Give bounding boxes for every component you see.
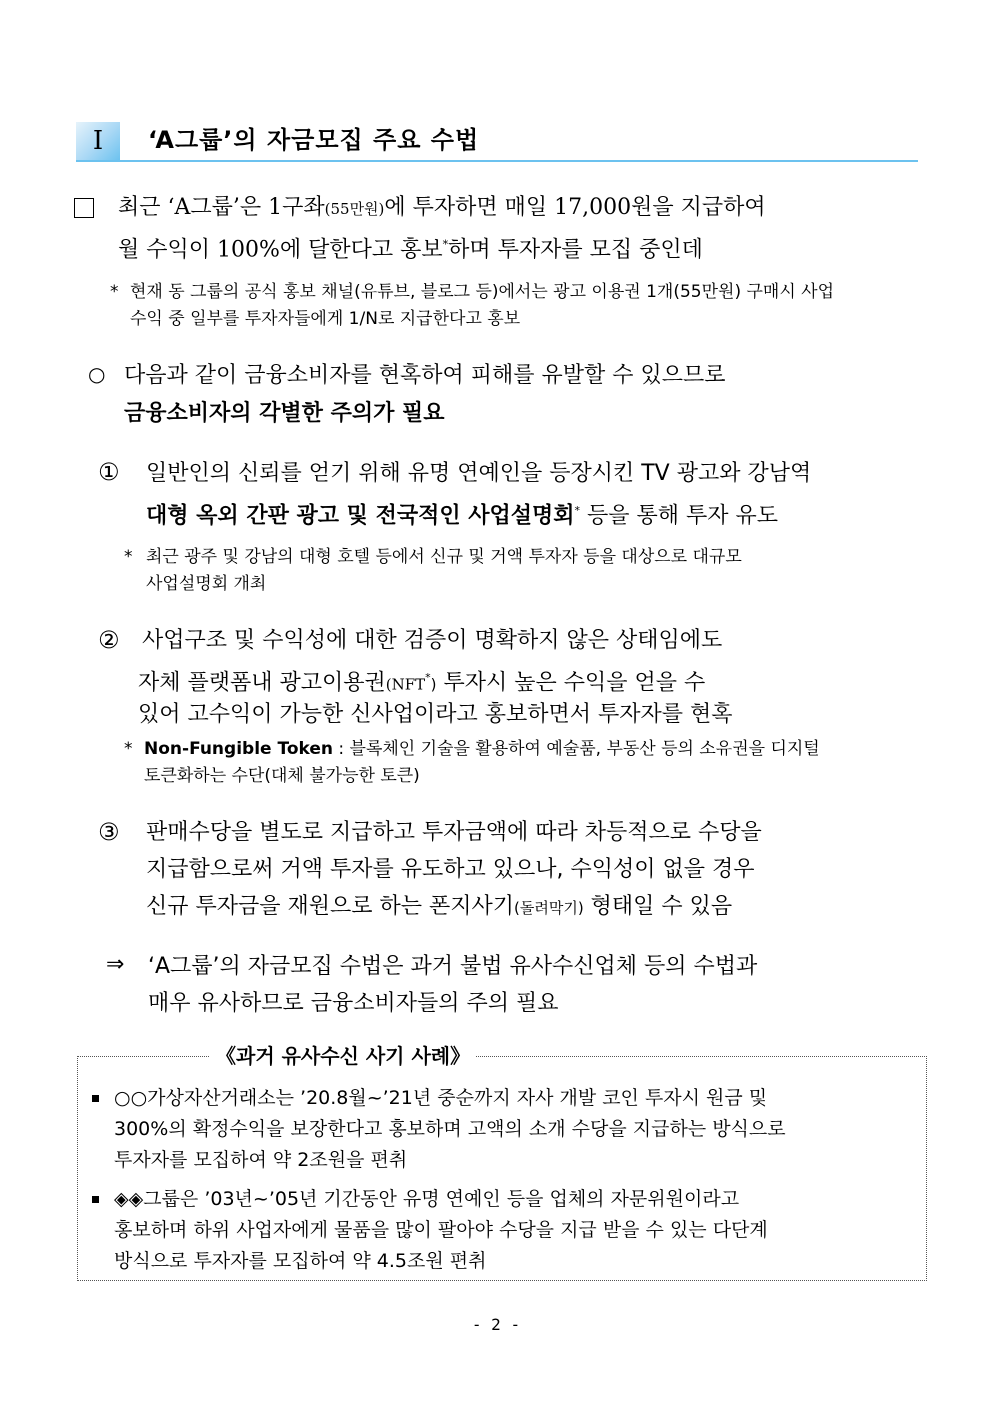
case-1-line-3: 투자자를 모집하여 약 2조원을 편취 [114, 1149, 408, 1171]
item-1-note-line-1: 최근 광주 및 강남의 대형 호텔 등에서 신규 및 거액 투자자 등을 대상으로 대규모 [146, 547, 742, 567]
intro-text: 에 투자하면 매일 17,000원을 지급하여 [384, 195, 766, 220]
item-2-text: 자체 플랫폼내 광고이용권 [138, 670, 386, 696]
item-3-number-icon: ③ [98, 818, 120, 846]
section-header [76, 122, 918, 162]
intro-text: 최근 ‘A그룹’은 1구좌 [118, 195, 325, 220]
item-2-note-line-1 [144, 736, 922, 763]
case-2-line-1: ◈◈그룹은 ’03년~’05년 기간동안 유명 연예인 등을 업체의 자문위원이라고 [114, 1188, 740, 1210]
item-1-line-2 [146, 493, 922, 534]
item-1-number-icon: ① [98, 458, 120, 486]
intro-line-1 [118, 190, 918, 227]
item-2-line-3: 있어 고수익이 가능한 신사업이라고 홍보하면서 투자자를 현혹 [138, 702, 733, 727]
warning-line-1: 다음과 같이 금융소비자를 현혹하여 피해를 유발할 수 있으므로 [124, 363, 726, 388]
item-2-text-small: (NFT [385, 675, 426, 694]
page-number: - 2 - [471, 1315, 521, 1334]
square-bullet-icon [92, 1196, 99, 1203]
intro-text-small: (55만원) [324, 200, 385, 218]
item-3-text: 신규 투자금을 재원으로 하는 폰지사기 [146, 894, 515, 919]
note-term: Non-Fungible Token [144, 739, 333, 759]
intro-text: 하며 투자자를 모집 중인데 [448, 237, 703, 263]
case-1-line-2: 300%의 확정수익을 보장한다고 홍보하며 고액의 소개 수당을 지급하는 방식으로 [114, 1118, 786, 1140]
intro-line-2 [118, 227, 918, 268]
item-2-number-icon: ② [98, 626, 120, 654]
implies-arrow-icon: ⇒ [106, 952, 125, 977]
section-title: ‘A그룹’의 자금모집 주요 수법 [148, 126, 480, 154]
warning-line-2: 금융소비자의 각별한 주의가 필요 [124, 401, 445, 426]
item-1-line-1: 일반인의 신뢰를 얻기 위해 유명 연예인을 등장시킨 TV 광고와 강남역 [146, 461, 812, 486]
item-1-text-bold: 대형 옥외 간판 광고 및 전국적인 사업설명회 [146, 503, 575, 529]
section-number-badge: I [76, 122, 120, 160]
item-2-text-small: ) [430, 675, 437, 694]
case-2-line-2: 홍보하며 하위 사업자에게 물품을 많이 팔아야 수당을 지급 받을 수 있는 다단계 [114, 1219, 768, 1241]
note-asterisk: * [124, 547, 133, 567]
checkbox-bullet-icon [74, 198, 94, 218]
item-3-line-3 [146, 889, 922, 926]
footnote-marker: * [574, 504, 580, 517]
item-2-note-line-2: 토큰화하는 수단(대체 불가능한 토큰) [144, 766, 420, 786]
item-3-line-2: 지급함으로써 거액 투자를 유도하고 있으나, 수익성이 없을 경우 [146, 857, 755, 882]
item-1-text: 등을 통해 투자 유도 [580, 503, 778, 529]
note-asterisk: * [124, 739, 133, 759]
case-1-line-1: ○○가상자산거래소는 ’20.8월~’21년 중순까지 자사 개발 코인 투자시 원금 및 [114, 1087, 768, 1109]
square-bullet-icon [92, 1095, 99, 1102]
item-3-line-1: 판매수당을 별도로 지급하고 투자금액에 따라 차등적으로 수당을 [146, 820, 762, 845]
item-3-text-small: (돌려막기) [514, 899, 584, 917]
intro-text: 월 수익이 100%에 달한다고 홍보 [118, 237, 443, 263]
item-2-line-2 [138, 660, 922, 702]
intro-note-line-2: 수익 중 일부를 투자자들에게 1/N로 지급한다고 홍보 [130, 309, 521, 329]
section-divider [76, 160, 918, 162]
item-1-note-line-2: 사업설명회 개최 [146, 574, 267, 594]
item-2-line-1: 사업구조 및 수익성에 대한 검증이 명확하지 않은 상태임에도 [142, 628, 723, 653]
past-cases-title: 《과거 유사수신 사기 사례》 [210, 1041, 476, 1071]
item-3-text: 형태일 수 있음 [583, 894, 733, 919]
circle-bullet-icon: ○ [88, 362, 106, 386]
case-2-line-3: 방식으로 투자자를 모집하여 약 4.5조원 편취 [114, 1250, 487, 1272]
note-asterisk: * [110, 282, 119, 302]
intro-note-line-1: 현재 동 그룹의 공식 홍보 채널(유튜브, 블로그 등)에서는 광고 이용권 1개(55만원) 구매시 사업 [130, 282, 834, 302]
footnote-marker: * [425, 671, 431, 684]
conclusion-line-2: 매우 유사하므로 금융소비자들의 주의 필요 [148, 991, 559, 1016]
note-text: : 블록체인 기술을 활용하여 예술품, 부동산 등의 소유권을 디지털 [332, 739, 820, 759]
item-2-text: 투자시 높은 수익을 얻을 수 [436, 670, 706, 696]
conclusion-line-1: ‘A그룹’의 자금모집 수법은 과거 불법 유사수신업체 등의 수법과 [148, 954, 758, 979]
footnote-marker: * [442, 238, 449, 251]
